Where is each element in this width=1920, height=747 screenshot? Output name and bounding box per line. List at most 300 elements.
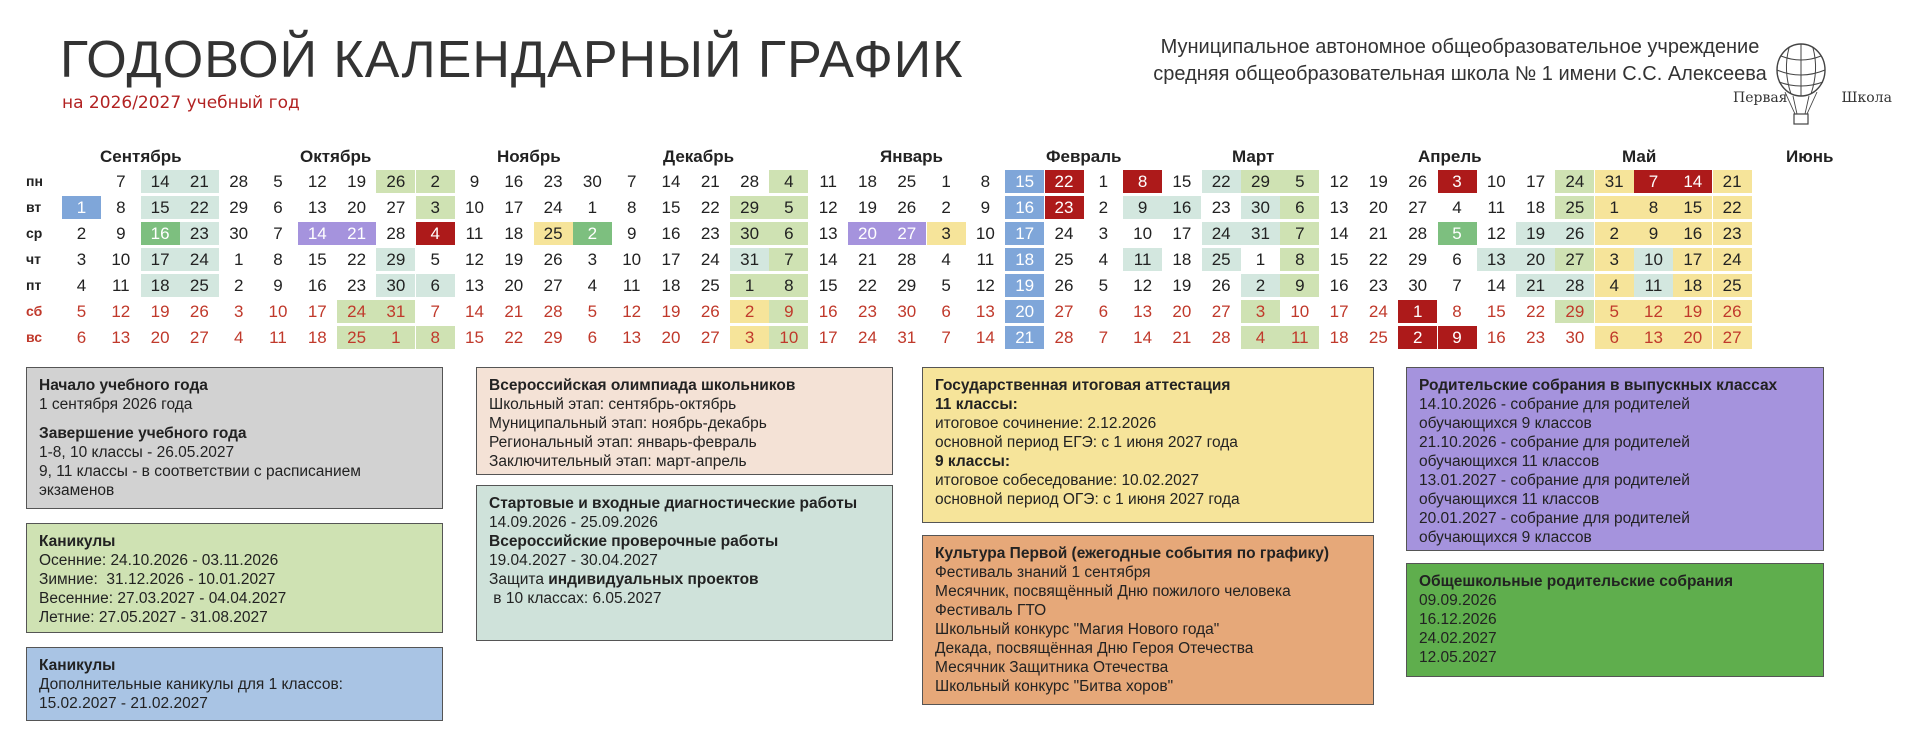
calendar-day-cell: 13 xyxy=(1477,248,1516,271)
calendar-day-cell: 29 xyxy=(1408,250,1428,269)
calendar-day-cell: 23 xyxy=(1713,222,1752,245)
calendar-day-cell: 5 xyxy=(941,276,951,295)
calendar-day-cell: 25 xyxy=(1368,328,1388,347)
calendar-day-cell: 28 xyxy=(543,302,563,321)
calendar-day-cell: 15 xyxy=(1486,302,1506,321)
calendar-day-cell: 27 xyxy=(700,328,720,347)
calendar-day-cell: 2 xyxy=(1098,198,1109,217)
calendar-day-cell: 19 xyxy=(347,172,367,191)
calendar-day-cell: 14 xyxy=(1329,224,1349,243)
logo-caption xyxy=(1733,90,1892,106)
day-of-week-label: вс xyxy=(26,329,43,345)
calendar-day-cell: 26 xyxy=(1211,276,1231,295)
calendar-day-cell: 13 xyxy=(307,198,327,217)
calendar-day-cell: 15 xyxy=(465,328,484,347)
calendar-day-cell: 6 xyxy=(587,328,598,347)
calendar-day-cell: 26 xyxy=(1054,276,1074,295)
culture-item: Фестиваль ГТО xyxy=(935,602,1047,619)
calendar-day-cell: 24 xyxy=(700,250,720,269)
calendar-day-cell: 26 xyxy=(1408,172,1428,191)
calendar-day-cell: 4 xyxy=(769,170,808,193)
graduate-parents-item: 20.01.2027 - собрание для родителей xyxy=(1419,510,1690,527)
calendar-day-cell: 6 xyxy=(76,328,87,347)
calendar-day-cell: 8 xyxy=(769,274,808,297)
calendar-day-cell: 12 xyxy=(1486,224,1506,243)
calendar-day-cell: 8 xyxy=(1634,196,1673,219)
calendar-day-cell: 8 xyxy=(273,250,283,269)
calendar-day-cell: 3 xyxy=(1438,170,1477,193)
calendar-day-cell: 18 xyxy=(141,274,180,297)
graduate-parents-meetings-box xyxy=(1406,367,1824,551)
calendar-day-cell: 15 xyxy=(661,198,681,217)
calendar-day-cell: 3 xyxy=(587,250,598,269)
calendar-day-cell: 13 xyxy=(111,328,131,347)
calendar-day-cell: 14 xyxy=(661,172,681,191)
school-parents-date: 16.12.2026 xyxy=(1419,611,1497,628)
calendar-day-cell: 30 xyxy=(1565,328,1585,347)
calendar-day-cell: 22 xyxy=(1368,250,1388,269)
calendar-day-cell: 21 xyxy=(180,170,219,193)
calendar-day-cell: 1 xyxy=(730,274,769,297)
calendar-day-cell: 8 xyxy=(1123,170,1162,193)
month-label: Январь xyxy=(880,147,944,166)
calendar-day-cell: 19 xyxy=(150,302,170,321)
calendar-day-cell: 27 xyxy=(887,222,926,245)
calendar-day-cell: 21 xyxy=(504,302,524,321)
calendar-day-cell: 6 xyxy=(1595,326,1634,349)
calendar-day-cell: 4 xyxy=(1098,250,1109,269)
calendar-day-cell: 17 xyxy=(1673,248,1712,271)
calendar-day-cell: 10 xyxy=(1634,248,1673,271)
calendar-day-cell: 18 xyxy=(1329,328,1349,347)
graduate-parents-item: 14.10.2026 - собрание для родителей xyxy=(1419,396,1690,413)
calendar-day-cell: 11 xyxy=(465,224,484,243)
vacation-winter: Зимние: 31.12.2026 - 10.01.2027 xyxy=(39,571,276,588)
projects-line xyxy=(489,570,880,608)
calendar-day-cell: 7 xyxy=(430,302,440,321)
calendar-day-cell: 10 xyxy=(975,224,995,243)
calendar-day-cell: 27 xyxy=(1408,198,1428,217)
extra-vacation-heading: Каникулы xyxy=(39,657,116,674)
calendar-day-cell: 11 xyxy=(1487,198,1506,217)
calendar-day-cell: 31 xyxy=(897,328,917,347)
calendar-day-cell: 17 xyxy=(307,302,327,321)
calendar-day-cell: 12 xyxy=(622,302,642,321)
calendar-day-cell: 10 xyxy=(622,250,642,269)
calendar-day-cell: 13 xyxy=(1133,302,1153,321)
calendar-day-cell: 12 xyxy=(465,250,484,269)
school-year-box xyxy=(26,367,443,509)
calendar-day-cell: 7 xyxy=(626,172,637,191)
calendar-day-cell: 10 xyxy=(111,250,131,269)
calendar-day-cell: 5 xyxy=(1280,170,1319,193)
calendar-day-cell: 22 xyxy=(1713,196,1752,219)
calendar-day-cell: 14 xyxy=(818,250,838,269)
calendar-day-cell: 22 xyxy=(180,196,219,219)
calendar-day-cell: 3 xyxy=(1098,224,1109,243)
calendar-day-cell: 12 xyxy=(1329,172,1349,191)
calendar-day-cell: 2 xyxy=(1398,326,1437,349)
calendar-day-cell: 1 xyxy=(1255,250,1266,269)
calendar-day-cell: 31 xyxy=(730,248,769,271)
calendar-day-cell: 20 xyxy=(347,198,367,217)
calendar-day-cell: 5 xyxy=(769,196,808,219)
calendar-day-cell: 16 xyxy=(504,172,524,191)
calendar-day-cell: 4 xyxy=(416,222,455,245)
calendar-day-cell: 13 xyxy=(818,224,838,243)
school-year-start-date: 1 сентября 2026 года xyxy=(39,396,193,413)
graduate-parents-item: 13.01.2027 - собрание для родителей xyxy=(1419,472,1690,489)
calendar-day-cell: 31 xyxy=(1241,222,1280,245)
culture-heading: Культура Первой (ежегодные события по графику) xyxy=(935,545,1330,562)
calendar-day-cell: 24 xyxy=(858,328,877,347)
vacation-spring: Весенние: 27.03.2027 - 04.04.2027 xyxy=(39,590,287,607)
calendar-day-cell: 21 xyxy=(1516,274,1555,297)
calendar-day-cell: 26 xyxy=(897,198,917,217)
gia-grade11-heading: 11 классы: xyxy=(935,396,1018,413)
calendar-day-cell: 28 xyxy=(1211,328,1231,347)
calendar-day-cell: 28 xyxy=(229,172,249,191)
calendar-day-cell: 30 xyxy=(1241,196,1280,219)
calendar-day-cell: 28 xyxy=(386,224,406,243)
calendar-day-cell: 24 xyxy=(180,248,219,271)
calendar-day-cell: 1 xyxy=(1398,300,1437,323)
calendar-day-cell: 6 xyxy=(416,274,455,297)
calendar-day-cell: 29 xyxy=(897,276,917,295)
gia-heading: Государственная итоговая аттестация xyxy=(935,377,1231,394)
calendar-day-cell: 14 xyxy=(465,302,484,321)
calendar-day-cell: 26 xyxy=(189,302,209,321)
calendar-day-cell: 21 xyxy=(858,250,877,269)
calendar-day-cell: 12 xyxy=(1634,300,1673,323)
calendar-day-cell: 23 xyxy=(700,224,720,243)
calendar-day-cell: 12 xyxy=(307,172,327,191)
calendar-day-cell: 25 xyxy=(180,274,219,297)
balloon-logo-icon xyxy=(1735,36,1885,132)
calendar-day-cell: 23 xyxy=(858,302,877,321)
calendar-day-cell: 16 xyxy=(1673,222,1712,245)
calendar-day-cell: 16 xyxy=(1162,196,1201,219)
calendar-day-cell: 19 xyxy=(1172,276,1192,295)
calendar-day-cell: 20 xyxy=(1516,248,1555,271)
calendar-day-cell: 17 xyxy=(661,250,681,269)
calendar-day-cell: 5 xyxy=(1098,276,1109,295)
calendar-day-cell: 16 xyxy=(307,276,327,295)
calendar-day-cell: 31 xyxy=(1595,170,1634,193)
calendar-day-cell: 10 xyxy=(1290,302,1310,321)
calendar-day-cell: 19 xyxy=(1005,274,1044,297)
calendar-day-cell: 30 xyxy=(376,274,415,297)
calendar-day-cell: 16 xyxy=(1005,196,1044,219)
calendar-day-cell: 5 xyxy=(587,302,598,321)
olympiad-box xyxy=(476,367,893,475)
month-label: Март xyxy=(1232,147,1275,166)
day-of-week-label: пн xyxy=(26,173,43,189)
calendar-day-cell: 27 xyxy=(386,198,406,217)
calendar-day-cell: 7 xyxy=(941,328,951,347)
calendar-day-cell: 25 xyxy=(700,276,720,295)
calendar-day-cell: 1 xyxy=(1098,172,1109,191)
calendar-day-cell: 23 xyxy=(347,276,367,295)
calendar-day-cell: 5 xyxy=(1595,300,1634,323)
calendar-day-cell: 12 xyxy=(111,302,131,321)
calendar-day-cell: 20 xyxy=(504,276,524,295)
calendar-day-cell: 24 xyxy=(1054,224,1074,243)
calendar-day-cell: 4 xyxy=(941,250,951,269)
olympiad-heading: Всероссийская олимпиада школьников xyxy=(489,377,796,394)
calendar-day-cell: 25 xyxy=(1555,196,1594,219)
calendar-day-cell: 22 xyxy=(1202,170,1241,193)
calendar-day-cell: 15 xyxy=(1673,196,1712,219)
day-of-week-label: пт xyxy=(26,277,42,293)
calendar-day-cell: 7 xyxy=(1634,170,1673,193)
calendar-day-cell: 21 xyxy=(1005,326,1044,349)
calendar-day-cell: 10 xyxy=(465,198,484,217)
calendar-day-cell: 13 xyxy=(465,276,484,295)
calendar-day-cell: 23 xyxy=(1045,196,1084,219)
school-year-end-heading: Завершение учебного года xyxy=(39,425,247,442)
calendar-day-cell: 10 xyxy=(1133,224,1153,243)
olympiad-stage2: Муниципальный этап: ноябрь-декабрь xyxy=(489,415,767,432)
graduate-parents-item: обучающихся 11 классов xyxy=(1419,491,1600,508)
calendar-day-cell: 7 xyxy=(769,248,808,271)
calendar-day-cell: 23 xyxy=(1526,328,1546,347)
calendar-day-cell: 26 xyxy=(376,170,415,193)
graduate-parents-item: 21.10.2026 - собрание для родителей xyxy=(1419,434,1690,451)
calendar-day-cell: 25 xyxy=(1713,274,1752,297)
calendar-day-cell: 25 xyxy=(1202,248,1241,271)
calendar-day-cell: 5 xyxy=(273,172,283,191)
calendar-day-cell: 12 xyxy=(975,276,995,295)
month-label: Октябрь xyxy=(300,147,372,166)
calendar-day-cell: 25 xyxy=(897,172,917,191)
calendar-day-cell: 15 xyxy=(1172,172,1192,191)
calendar-day-cell: 1 xyxy=(62,196,101,219)
calendar-day-cell: 4 xyxy=(587,276,598,295)
calendar-day-cell: 11 xyxy=(269,328,287,347)
calendar-day-cell: 25 xyxy=(534,222,573,245)
calendar-day-cell: 17 xyxy=(1005,222,1044,245)
calendar-day-cell: 15 xyxy=(141,196,180,219)
calendar-day-cell: 8 xyxy=(416,326,455,349)
calendar-day-cell: 25 xyxy=(337,326,376,349)
calendar-day-cell: 24 xyxy=(1713,248,1752,271)
calendar-day-cell: 2 xyxy=(730,300,769,323)
calendar-day-cell: 23 xyxy=(543,172,563,191)
calendar-day-cell: 5 xyxy=(76,302,87,321)
calendar-day-cell: 2 xyxy=(416,170,455,193)
calendar-day-cell: 23 xyxy=(180,222,219,245)
calendar-day-cell: 13 xyxy=(1329,198,1349,217)
calendar-day-cell: 24 xyxy=(1368,302,1388,321)
gia-essay: итоговое сочинение: 2.12.2026 xyxy=(935,415,1157,432)
school-parents-meetings-box xyxy=(1406,563,1824,677)
calendar-day-cell: 8 xyxy=(1280,248,1319,271)
vacation-heading: Каникулы xyxy=(39,533,116,550)
calendar-day-cell: 28 xyxy=(897,250,917,269)
calendar-day-cell: 14 xyxy=(1673,170,1712,193)
calendar-day-cell: 2 xyxy=(233,276,244,295)
school-parents-date: 24.02.2027 xyxy=(1419,630,1497,647)
calendar-day-cell: 20 xyxy=(1005,300,1044,323)
calendar-day-cell: 30 xyxy=(1408,276,1428,295)
calendar-day-cell: 4 xyxy=(1241,326,1280,349)
calendar-day-cell: 21 xyxy=(1368,224,1388,243)
calendar-day-cell: 22 xyxy=(1526,302,1546,321)
graduate-parents-item: обучающихся 11 классов xyxy=(1419,453,1600,470)
calendar-day-cell: 29 xyxy=(229,198,249,217)
diagnostics-dates: 14.09.2026 - 25.09.2026 xyxy=(489,514,658,531)
projects-line-c: в 10 классах: 6.05.2027 xyxy=(489,590,662,607)
extra-vacation-box xyxy=(26,647,443,721)
calendar-day-cell: 19 xyxy=(1516,222,1555,245)
month-label: Май xyxy=(1622,147,1657,166)
calendar-day-cell: 30 xyxy=(730,222,769,245)
calendar-day-cell: 18 xyxy=(661,276,681,295)
calendar-day-cell: 4 xyxy=(76,276,87,295)
calendar-day-cell: 28 xyxy=(740,172,760,191)
calendar-day-cell: 3 xyxy=(76,250,87,269)
calendar-day-cell: 2 xyxy=(573,222,612,245)
calendar-day-cell: 9 xyxy=(273,276,283,295)
calendar-day-cell: 10 xyxy=(769,326,808,349)
calendar-day-cell: 25 xyxy=(1054,250,1074,269)
calendar-day-cell: 9 xyxy=(116,224,126,243)
calendar-day-cell: 8 xyxy=(1452,302,1462,321)
calendar-day-cell: 14 xyxy=(1133,328,1153,347)
calendar-day-cell: 18 xyxy=(1673,274,1712,297)
calendar-day-cell: 19 xyxy=(858,198,877,217)
graduate-parents-heading: Родительские собрания в выпускных классах xyxy=(1419,377,1778,394)
calendar-day-cell: 14 xyxy=(1486,276,1506,295)
calendar-day-cell: 29 xyxy=(543,328,563,347)
calendar-day-cell: 28 xyxy=(1555,274,1594,297)
calendar-day-cell: 22 xyxy=(700,198,720,217)
calendar-day-cell: 24 xyxy=(1202,222,1241,245)
calendar-day-cell: 22 xyxy=(858,276,877,295)
school-parents-date: 09.09.2026 xyxy=(1419,592,1497,609)
calendar-day-cell: 13 xyxy=(975,302,995,321)
school-name-line2: средняя общеобразовательная школа № 1 имени С.С. Алексеева xyxy=(1153,63,1767,85)
calendar-day-cell: 27 xyxy=(189,328,209,347)
calendar-day-cell: 13 xyxy=(1634,326,1673,349)
calendar-day-cell: 1 xyxy=(587,198,598,217)
calendar-day-cell: 24 xyxy=(543,198,563,217)
calendar-day-cell: 9 xyxy=(1634,222,1673,245)
school-parents-date: 12.05.2027 xyxy=(1419,649,1497,666)
calendar-day-cell: 21 xyxy=(337,222,376,245)
calendar-day-cell: 3 xyxy=(416,196,455,219)
calendar-day-cell: 26 xyxy=(1713,300,1752,323)
calendar-day-cell: 23 xyxy=(1368,276,1388,295)
calendar-day-cell: 4 xyxy=(233,328,244,347)
gia-oge: основной период ОГЭ: с 1 июня 2027 года xyxy=(935,491,1240,508)
calendar-day-cell: 3 xyxy=(1241,300,1280,323)
calendar-day-cell: 15 xyxy=(1005,170,1044,193)
calendar-day-cell: 16 xyxy=(661,224,681,243)
calendar-day-cell: 30 xyxy=(897,302,917,321)
calendar-day-cell: 27 xyxy=(1211,302,1231,321)
calendar-day-cell: 7 xyxy=(116,172,126,191)
calendar-day-cell: 9 xyxy=(626,224,637,243)
diagnostics-heading: Стартовые и входные диагностические работы xyxy=(489,495,858,512)
month-label: Декабрь xyxy=(663,147,735,166)
calendar-day-cell: 6 xyxy=(1452,250,1462,269)
school-year-start-heading: Начало учебного года xyxy=(39,377,208,394)
culture-item: Школьный конкурс "Битва хоров" xyxy=(935,678,1174,695)
culture-box xyxy=(922,535,1374,705)
calendar-day-cell: 8 xyxy=(626,198,637,217)
month-label: Февраль xyxy=(1046,147,1122,166)
vacation-box xyxy=(26,523,443,633)
calendar-day-cell: 11 xyxy=(819,172,838,191)
vacation-summer: Летние: 27.05.2027 - 31.08.2027 xyxy=(39,609,268,626)
calendar-day-cell: 7 xyxy=(1452,276,1462,295)
school-year-end-line3: экзаменов xyxy=(39,482,115,499)
calendar-day-cell: 30 xyxy=(229,224,249,243)
calendar-day-cell: 11 xyxy=(622,276,641,295)
calendar-day-cell: 27 xyxy=(1555,248,1594,271)
extra-vacation-line1: Дополнительные каникулы для 1 классов: xyxy=(39,676,343,693)
calendar-day-cell: 9 xyxy=(1438,326,1477,349)
calendar-day-cell: 9 xyxy=(980,198,991,217)
page-subtitle: на 2026/2027 учебный год xyxy=(62,93,300,113)
calendar-day-cell: 18 xyxy=(504,224,524,243)
page-title: ГОДОВОЙ КАЛЕНДАРНЫЙ ГРАФИК xyxy=(60,31,964,89)
calendar-day-cell: 2 xyxy=(1241,274,1280,297)
calendar-day-cell: 28 xyxy=(1054,328,1074,347)
calendar-day-cell: 27 xyxy=(1054,302,1074,321)
calendar-day-cell: 10 xyxy=(1486,172,1506,191)
calendar-day-cell: 20 xyxy=(1368,198,1388,217)
calendar-day-cell: 29 xyxy=(376,248,415,271)
calendar-day-cell: 15 xyxy=(307,250,327,269)
calendar-day-cell: 8 xyxy=(980,172,991,191)
graduate-parents-item: обучающихся 9 классов xyxy=(1419,529,1592,546)
calendar-day-cell: 4 xyxy=(1595,274,1634,297)
calendar-day-cell: 21 xyxy=(1713,170,1752,193)
calendar-day-cell: 5 xyxy=(1438,222,1477,245)
school-name-line1: Муниципальное автономное общеобразовательное учреждение xyxy=(1160,36,1760,58)
calendar-day-cell: 7 xyxy=(273,224,283,243)
calendar-day-cell: 14 xyxy=(975,328,995,347)
extra-vacation-line2: 15.02.2027 - 21.02.2027 xyxy=(39,695,208,712)
calendar-day-cell: 17 xyxy=(504,198,524,217)
calendar-day-cell: 18 xyxy=(858,172,877,191)
calendar-day-cell: 9 xyxy=(1280,274,1319,297)
calendar-day-cell: 15 xyxy=(1329,250,1349,269)
calendar-day-cell: 5 xyxy=(430,250,440,269)
calendar-day-cell: 24 xyxy=(337,300,376,323)
calendar-day-cell: 26 xyxy=(700,302,720,321)
culture-item: Месячник, посвящённый Дню пожилого человека xyxy=(935,583,1291,600)
olympiad-stage1: Школьный этап: сентябрь-октябрь xyxy=(489,396,737,413)
calendar-day-cell: 17 xyxy=(141,248,180,271)
calendar-day-cell: 6 xyxy=(273,198,283,217)
calendar-day-cell: 16 xyxy=(818,302,838,321)
calendar-day-cell: 29 xyxy=(730,196,769,219)
calendar-day-cell: 8 xyxy=(116,198,126,217)
vpr-dates: 19.04.2027 - 30.04.2027 xyxy=(489,552,658,569)
projects-line-b: индивидуальных проектов xyxy=(548,571,759,588)
calendar-day-cell: 20 xyxy=(150,328,170,347)
calendar-day-cell: 20 xyxy=(848,222,887,245)
calendar-day-cell: 6 xyxy=(1098,302,1109,321)
calendar-day-cell: 19 xyxy=(661,302,681,321)
calendar-day-cell: 2 xyxy=(941,198,951,217)
calendar-day-cell: 17 xyxy=(1172,224,1192,243)
calendar-day-cell: 20 xyxy=(1172,302,1192,321)
